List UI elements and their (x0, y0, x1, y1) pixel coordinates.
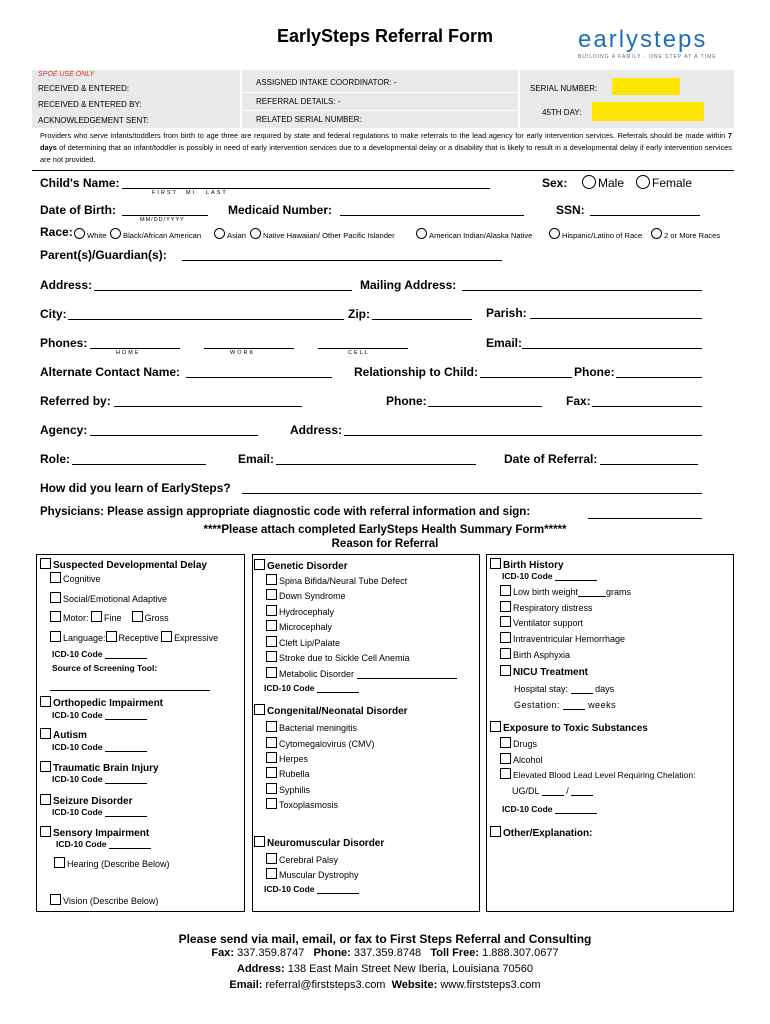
sex-label: Sex: (542, 176, 568, 190)
footer-address: Address: 138 East Main Street New Iberia, Louisiana 70560 (237, 963, 533, 975)
serial-number-label: SERIAL NUMBER: (530, 84, 598, 93)
congenital-subitem[interactable]: Herpes (266, 752, 308, 764)
checkbox[interactable] (50, 592, 61, 603)
checkbox[interactable] (50, 894, 61, 905)
mailing-address-input[interactable] (462, 290, 702, 291)
sex-male-option[interactable]: Male (582, 175, 624, 190)
email-label: Email: (486, 336, 523, 350)
child-name-input[interactable] (122, 188, 490, 189)
congenital-subitem[interactable]: Bacterial meningitis (266, 721, 357, 733)
checkbox[interactable] (40, 728, 51, 739)
checkbox[interactable] (91, 611, 102, 622)
work-caption: WORK (230, 350, 256, 356)
first-caption: FIRST (152, 190, 178, 196)
congenital-subitem[interactable]: Rubella (266, 767, 310, 779)
motor-item[interactable]: Motor: Fine Gross (50, 611, 169, 623)
race-radio[interactable] (549, 228, 560, 239)
dob-format: MM/DD/YYYY (140, 217, 185, 223)
parish-label: Parish: (486, 306, 527, 320)
checkbox[interactable] (50, 611, 61, 622)
checkbox[interactable] (254, 559, 265, 570)
received-entered-by-label: RECEIVED & ENTERED BY: (38, 100, 142, 109)
received-entered-label: RECEIVED & ENTERED: (38, 84, 130, 93)
race-two-or-more[interactable]: 2 or More Races (651, 228, 720, 240)
ssn-label: SSN: (556, 203, 585, 217)
social-item[interactable]: Social/Emotional Adaptive (50, 592, 167, 604)
checkbox[interactable] (50, 631, 61, 642)
genetic-subitem[interactable]: Metabolic Disorder (266, 667, 457, 679)
learn-input[interactable] (242, 493, 702, 494)
spoe-label: SPOE USE ONLY (38, 71, 95, 78)
checkbox[interactable] (254, 836, 265, 847)
role-input[interactable] (72, 464, 206, 465)
work-phone-input[interactable] (204, 348, 294, 349)
parents-label: Parent(s)/Guardian(s): (40, 248, 167, 262)
checkbox[interactable] (266, 574, 277, 585)
genetic-subitem[interactable]: Hydrocephaly (266, 605, 334, 617)
checkbox[interactable] (266, 636, 277, 647)
office-divider (240, 70, 242, 128)
race-radio[interactable] (651, 228, 662, 239)
nicu-item[interactable]: NICU Treatment (500, 665, 588, 678)
birth-subitem[interactable]: Intraventricular Hemorrhage (500, 632, 625, 644)
medicaid-input[interactable] (340, 215, 524, 216)
race-native-hawaiian[interactable]: Native Hawaiian/ Other Pacific Islander (250, 228, 395, 240)
referred-by-label: Referred by: (40, 394, 111, 408)
checkbox[interactable] (490, 558, 501, 569)
phones-label: Phones: (40, 336, 88, 350)
checkbox[interactable] (40, 794, 51, 805)
address-input[interactable] (94, 290, 352, 291)
birth-subitem[interactable]: Ventilator support (500, 616, 583, 628)
checkbox[interactable] (266, 605, 277, 616)
toxic-exposure-item[interactable]: Exposure to Toxic Substances (490, 721, 648, 734)
gestation-field[interactable]: Gestation: weeks (514, 700, 617, 710)
icd-code-field[interactable]: ICD-10 Code (502, 804, 597, 814)
acknowledgement-label: ACKNOWLEDGEMENT SENT: (38, 116, 149, 125)
zip-input[interactable] (372, 319, 472, 320)
drugs-item[interactable]: Drugs (500, 737, 537, 749)
address-label: Address: (40, 278, 93, 292)
child-name-label: Child's Name: (40, 176, 120, 190)
icd-code-field[interactable]: ICD-10 Code (56, 839, 151, 849)
dob-input[interactable] (122, 215, 208, 216)
office-rule (242, 110, 518, 111)
earlysteps-logo (578, 26, 718, 62)
race-radio[interactable] (250, 228, 261, 239)
congenital-subitem[interactable]: Toxoplasmosis (266, 798, 338, 810)
mailing-address-label: Mailing Address: (360, 278, 457, 292)
agency-input[interactable] (90, 435, 258, 436)
agency-address-label: Address: (290, 423, 343, 437)
orthopedic-item[interactable]: Orthopedic Impairment (40, 696, 163, 709)
checkbox[interactable] (266, 620, 277, 631)
genetic-item[interactable]: Genetic Disorder (254, 559, 348, 572)
agency-address-input[interactable] (344, 435, 702, 436)
cell-caption: CELL (348, 350, 370, 356)
ssn-input[interactable] (590, 215, 700, 216)
genetic-subitem[interactable]: Down Syndrome (266, 589, 346, 601)
checkbox[interactable] (106, 631, 117, 642)
date-referral-label: Date of Referral: (504, 452, 598, 466)
related-serial-label: RELATED SERIAL NUMBER: (256, 115, 362, 124)
reason-heading: Reason for Referral (331, 538, 439, 550)
office-use-block (32, 70, 734, 128)
day45-field[interactable] (592, 102, 704, 121)
checkbox[interactable] (490, 826, 501, 837)
checkbox[interactable] (500, 768, 511, 779)
alt-phone-label: Phone: (574, 365, 615, 379)
neuro-subitem[interactable]: Cerebral Palsy (266, 853, 338, 865)
race-hispanic[interactable]: Hispanic/Latino of Race (549, 228, 642, 240)
low-birth-weight-item[interactable]: Low birth weight grams (500, 585, 631, 597)
footer-web: Email: referral@firststeps3.com Website: www.firststeps3.com (229, 979, 541, 991)
checkbox[interactable] (54, 857, 65, 868)
ugdl-field[interactable]: UG/DL / (512, 786, 593, 796)
checkbox[interactable] (132, 611, 143, 622)
birth-history-item[interactable]: Birth History (490, 558, 564, 571)
tbi-item[interactable]: Traumatic Brain Injury (40, 761, 159, 774)
home-phone-input[interactable] (90, 348, 180, 349)
website-link[interactable]: www.firststeps3.com (440, 979, 541, 991)
genetic-subitem[interactable]: Cleft Lip/Palate (266, 636, 340, 648)
checkbox[interactable] (266, 721, 277, 732)
checkbox[interactable] (266, 853, 277, 864)
checkbox[interactable] (490, 721, 501, 732)
referred-by-input[interactable] (114, 406, 302, 407)
alt-phone-input[interactable] (616, 377, 702, 378)
checkbox[interactable] (40, 558, 51, 569)
congenital-subitem[interactable]: Cytomegalovirus (CMV) (266, 737, 375, 749)
home-caption: HOME (116, 350, 141, 356)
alcohol-item[interactable]: Alcohol (500, 753, 543, 765)
relationship-label: Relationship to Child: (354, 365, 478, 379)
icd-code-field[interactable]: ICD-10 Code (52, 649, 147, 659)
footer-contacts: Fax: 337.359.8747 Phone: 337.359.8748 Toll Free: 1.888.307.0677 (211, 947, 559, 959)
attach-note: ****Please attach completed EarlySteps Health Summary Form***** (203, 524, 567, 536)
screening-tool-input[interactable] (50, 690, 210, 691)
page-title: EarlySteps Referral Form (276, 26, 494, 46)
checkbox[interactable] (266, 651, 277, 662)
neuromuscular-item[interactable]: Neuromuscular Disorder (254, 836, 384, 849)
icd-code-field[interactable]: ICD-10 Code (52, 710, 147, 720)
genetic-subitem[interactable]: Spina Bifida/Neural Tube Defect (266, 574, 407, 586)
dob-label: Date of Birth: (40, 203, 116, 217)
divider (32, 170, 734, 171)
city-label: City: (40, 307, 67, 321)
cell-phone-input[interactable] (318, 348, 408, 349)
lead-level-item[interactable]: Elevated Blood Lead Level Requiring Chelation: (500, 768, 696, 780)
cognitive-item[interactable]: Cognitive (50, 572, 101, 584)
seizure-item[interactable]: Seizure Disorder (40, 794, 132, 807)
race-black[interactable]: Black/African American (110, 228, 201, 240)
checkbox[interactable] (161, 631, 172, 642)
icd-code-field[interactable]: ICD-10 Code (52, 742, 147, 752)
city-input[interactable] (68, 319, 344, 320)
day45-label: 45TH DAY: (542, 108, 582, 117)
checkbox[interactable] (500, 648, 511, 659)
checkbox[interactable] (40, 761, 51, 772)
icd-code-field[interactable]: ICD-10 Code (502, 571, 597, 581)
checkbox[interactable] (50, 572, 61, 583)
genetic-subitem[interactable]: Microcephaly (266, 620, 332, 632)
sensory-item[interactable]: Sensory Impairment (40, 826, 149, 839)
learn-label: How did you learn of EarlySteps? (40, 481, 231, 495)
mi-caption: MI (186, 190, 197, 196)
office-rule (242, 92, 518, 93)
birth-subitem[interactable]: Respiratory distress (500, 601, 593, 613)
congenital-item[interactable]: Congenital/Neonatal Disorder (254, 704, 408, 717)
suspected-delay-item[interactable]: Suspected Developmental Delay (40, 558, 207, 571)
other-explanation-item[interactable]: Other/Explanation: (490, 826, 592, 839)
parish-input[interactable] (530, 318, 702, 319)
serial-number-field[interactable] (612, 78, 680, 95)
male-radio[interactable] (582, 175, 596, 189)
referrer-phone-input[interactable] (428, 406, 542, 407)
icd-code-field[interactable]: ICD-10 Code (52, 807, 147, 817)
neuro-subitem[interactable]: Muscular Dystrophy (266, 868, 359, 880)
fax-input[interactable] (592, 406, 702, 407)
date-referral-input[interactable] (600, 464, 698, 465)
checkbox[interactable] (266, 783, 277, 794)
referrer-email-label: Email: (238, 452, 275, 466)
icd-code-field[interactable]: ICD-10 Code (52, 774, 147, 784)
logo-text: earlysteps (578, 26, 708, 53)
checkbox[interactable] (266, 868, 277, 879)
checkbox[interactable] (266, 737, 277, 748)
checkbox[interactable] (266, 767, 277, 778)
intro-paragraph: Providers who serve infants/toddlers from birth to age three are required by state and federal regulations to make referrals to the lead agency for early intervention services. Referrals should be made within 7 days of determining that an infant/toddler is possibly in need of early intervention services due to a developmental delay or a disability that is likely to result in a developmental delay if early intervention services are not provided. (40, 131, 732, 164)
checkbox[interactable] (266, 752, 277, 763)
relationship-input[interactable] (480, 377, 572, 378)
genetic-subitem[interactable]: Stroke due to Sickle Cell Anemia (266, 651, 410, 663)
icd-code-field[interactable]: ICD-10 Code (264, 683, 359, 693)
race-asian[interactable]: Asian (214, 228, 246, 240)
referrer-email-input[interactable] (276, 464, 476, 465)
role-label: Role: (40, 452, 70, 466)
race-radio[interactable] (74, 228, 85, 239)
alt-contact-input[interactable] (186, 377, 332, 378)
alt-contact-label: Alternate Contact Name: (40, 365, 181, 379)
checkbox[interactable] (500, 737, 511, 748)
agency-label: Agency: (40, 423, 88, 437)
birth-subitem[interactable]: Birth Asphyxia (500, 648, 570, 660)
female-radio[interactable] (636, 175, 650, 189)
race-label: Race: (40, 225, 73, 239)
medicaid-label: Medicaid Number: (228, 203, 333, 217)
race-radio[interactable] (416, 228, 427, 239)
race-radio[interactable] (110, 228, 121, 239)
checkbox[interactable] (500, 616, 511, 627)
race-american-indian[interactable]: American Indian/Alaska Native (416, 228, 532, 240)
icd-code-field[interactable]: ICD-10 Code (264, 884, 359, 894)
screening-tool-label: Source of Screening Tool: (52, 663, 158, 673)
parents-input[interactable] (182, 260, 502, 261)
congenital-subitem[interactable]: Syphilis (266, 783, 310, 795)
physician-signature-input[interactable] (588, 518, 702, 519)
checkbox[interactable] (254, 704, 265, 715)
vision-item[interactable]: Vision (Describe Below) (50, 894, 158, 906)
checkbox[interactable] (266, 798, 277, 809)
footer-instructions: Please send via mail, email, or fax to First Steps Referral and Consulting (178, 932, 592, 946)
checkbox[interactable] (500, 585, 511, 596)
fax-label: Fax: (566, 394, 591, 408)
race-radio[interactable] (214, 228, 225, 239)
email-input[interactable] (522, 348, 702, 349)
office-divider (518, 70, 520, 128)
checkbox[interactable] (266, 589, 277, 600)
checkbox[interactable] (500, 601, 511, 612)
checkbox[interactable] (500, 665, 511, 676)
autism-item[interactable]: Autism (40, 728, 87, 741)
checkbox[interactable] (500, 632, 511, 643)
checkbox[interactable] (500, 753, 511, 764)
hospital-stay-field[interactable]: Hospital stay: days (514, 684, 615, 694)
checkbox[interactable] (40, 826, 51, 837)
email-link[interactable]: referral@firststeps3.com (265, 979, 386, 991)
referral-details-label: REFERRAL DETAILS: - (256, 97, 341, 106)
zip-label: Zip: (348, 307, 370, 321)
logo-tagline: BUILDING A FAMILY · ONE STEP AT A TIME (578, 54, 717, 60)
checkbox[interactable] (40, 696, 51, 707)
race-white[interactable]: White (74, 228, 106, 240)
checkbox[interactable] (266, 667, 277, 678)
language-item[interactable]: Language: Receptive Expressive (50, 631, 218, 643)
hearing-item[interactable]: Hearing (Describe Below) (54, 857, 170, 869)
assigned-label: ASSIGNED INTAKE COORDINATOR: - (256, 78, 397, 87)
sex-female-option[interactable]: Female (636, 175, 692, 190)
last-caption: LAST (206, 190, 228, 196)
physicians-label: Physicians: Please assign appropriate diagnostic code with referral information and sign: (40, 506, 531, 518)
referrer-phone-label: Phone: (386, 394, 427, 408)
